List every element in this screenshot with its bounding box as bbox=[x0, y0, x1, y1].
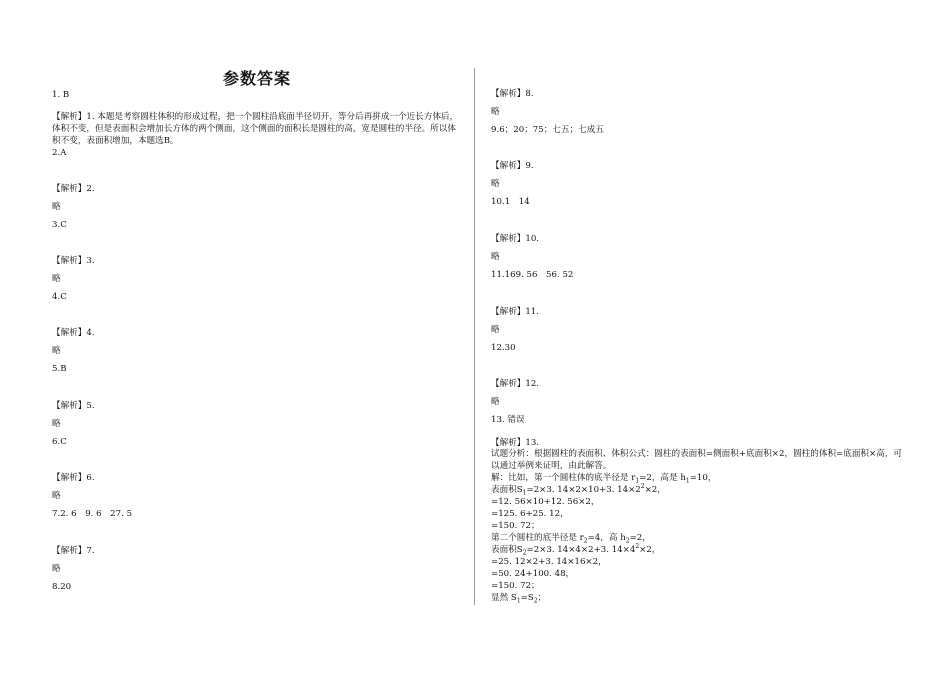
answer-8: 8.20 bbox=[52, 582, 72, 592]
answer-6: 6.C bbox=[52, 437, 67, 447]
column-divider bbox=[474, 68, 475, 605]
page-title: 参数答案 bbox=[222, 69, 291, 88]
answer-4: 4.C bbox=[52, 292, 67, 302]
note-10: 略 bbox=[491, 252, 500, 262]
analysis-3: 【解析】3. bbox=[52, 256, 95, 266]
answer-9: 9.6；20；75；七五；七成五 bbox=[491, 125, 604, 135]
note-8: 略 bbox=[491, 107, 500, 117]
answer-3: 3.C bbox=[52, 220, 67, 230]
solution-line-8: =25. 12×2+3. 14×16×2， bbox=[491, 557, 607, 567]
solution-line-11: 显然 $S_1=S_2$； bbox=[491, 593, 547, 605]
solution-line-2: 表面积$S_1=2\times 3$. 14×2×10+3. $14\times 2^2\times 2$， bbox=[491, 483, 666, 497]
answer-12: 12.30 bbox=[491, 343, 516, 353]
answer-7: 7.2. 6 9. 6 27. 5 bbox=[52, 509, 133, 519]
solution-line-4: =125. 6+25. 12， bbox=[491, 509, 569, 519]
analysis-6: 【解析】6. bbox=[52, 473, 95, 483]
note-12: 略 bbox=[491, 397, 500, 407]
answer-5: 5.B bbox=[52, 364, 67, 374]
analysis-4: 【解析】4. bbox=[52, 328, 95, 338]
answer-13: 13. 错误 bbox=[491, 415, 525, 425]
answer-2: 2.A bbox=[52, 148, 67, 158]
note-6: 略 bbox=[52, 491, 61, 501]
analysis-7: 【解析】7. bbox=[52, 546, 95, 556]
solution-line-3: =12. 56×10+12. 56×2， bbox=[491, 497, 600, 507]
answer-1: 1. B bbox=[52, 90, 70, 100]
note-4: 略 bbox=[52, 346, 61, 356]
analysis-1: 【解析】1. 本题是考察圆柱体积的形成过程，把一个圆柱沿底面半径切开，等分后再拼成一个近长方体后，体积不变，但是表面积会增加长方体的两个侧面，这个侧面的面积长是圆柱的高，宽是圆柱的半径。所以体积不变，表面积增加，本题选B。 bbox=[52, 112, 459, 146]
analysis-13: 【解析】13. bbox=[491, 438, 540, 448]
analysis-5: 【解析】5. bbox=[52, 401, 95, 411]
answer-11: 11.169. 56 56. 52 bbox=[491, 270, 574, 280]
analysis-9: 【解析】9. bbox=[491, 161, 534, 171]
solution-line-1: 解：比如，第一个圆柱体的底半径是 $r_1=2$，高是 $h_1=10$， bbox=[491, 473, 717, 485]
analysis-13-text: 试题分析：根据圆柱的表面积、体积公式：圆柱的表面积=侧面积+底面积×2，圆柱的体积=底面积×高，可以通过举例来证明，由此解答。 bbox=[491, 449, 903, 471]
analysis-11: 【解析】11. bbox=[491, 307, 540, 317]
note-7: 略 bbox=[52, 564, 61, 574]
note-11: 略 bbox=[491, 325, 500, 335]
answer-10: 10.1 14 bbox=[491, 197, 530, 207]
note-5: 略 bbox=[52, 419, 61, 429]
solution-line-10: =150. 72； bbox=[491, 581, 540, 591]
analysis-2: 【解析】2. bbox=[52, 184, 95, 194]
note-3: 略 bbox=[52, 274, 61, 284]
note-9: 略 bbox=[491, 179, 500, 189]
analysis-10: 【解析】10. bbox=[491, 234, 540, 244]
solution-line-9: =50. 24+100. 48， bbox=[491, 569, 575, 579]
solution-line-5: =150. 72； bbox=[491, 521, 540, 531]
solution-line-6: 第二个圆柱的底半径是 $r_2=4$，高 $h_2=2$， bbox=[491, 533, 651, 545]
solution-line-7: 表面积$S_2=2\times 3$. 14×4×2+3. $14\times 4^2\times 2$， bbox=[491, 543, 661, 557]
note-2: 略 bbox=[52, 202, 61, 212]
analysis-8: 【解析】8. bbox=[491, 89, 534, 99]
analysis-12: 【解析】12. bbox=[491, 379, 540, 389]
